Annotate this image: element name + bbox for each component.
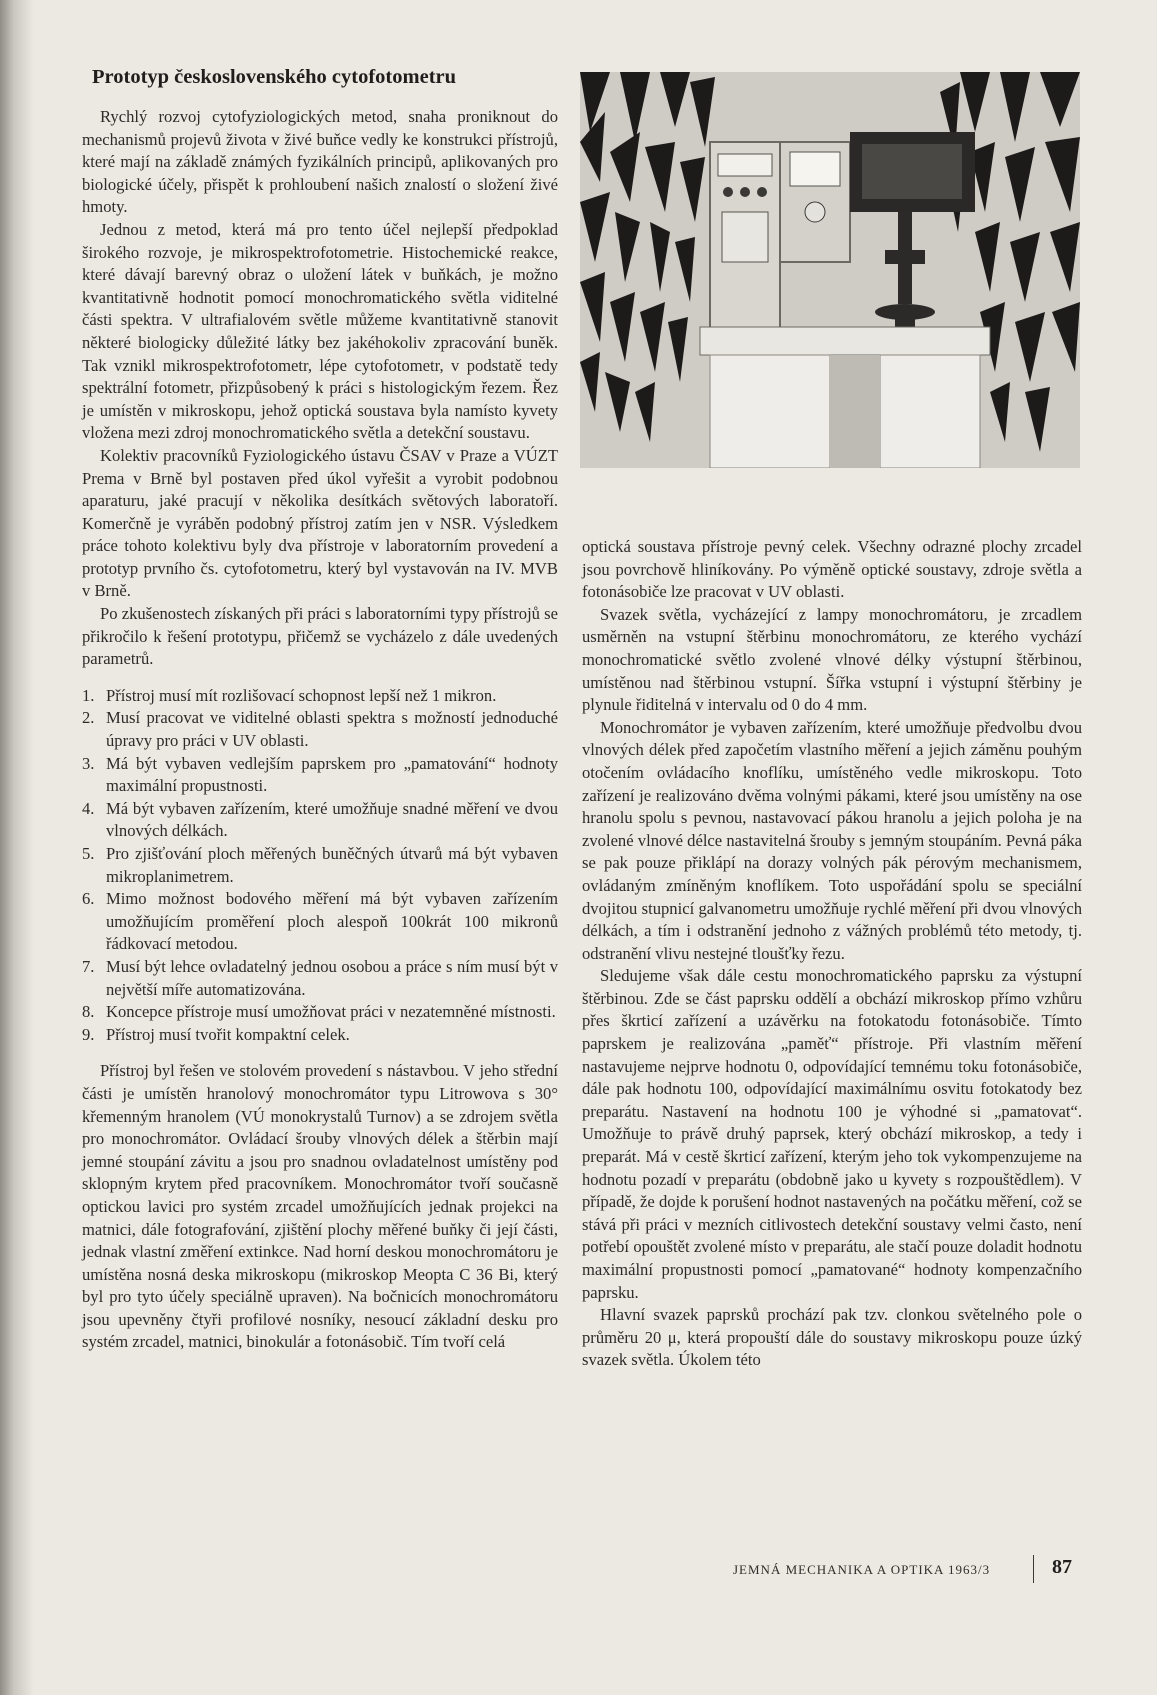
table-top — [700, 327, 990, 355]
list-text: Má být vybaven vedlejším paprskem pro „pamatování“ hodnoty maximální propustnosti. — [106, 753, 558, 796]
list-item — [82, 798, 558, 843]
list-item — [82, 685, 558, 708]
list-number: 9. — [82, 1024, 95, 1044]
list-number: 7. — [82, 956, 95, 976]
list-number: 4. — [82, 798, 95, 818]
page-number: 87 — [1052, 1556, 1072, 1578]
paragraph: Monochromátor je vybaven zařízením, které umožňuje předvolbu dvou vlnových délek před započetím vlastního měření a jejich záměnu pouhým otočením ovládacího knoflíku, umístěného vedle mikroskopu. Toto zařízení je realizováno dvěma volnými pákami, které jsou umístěny na ose hranolu spolu s pevnou, nastavovací pákou hranolu a jejich poloha je na zvolené vlnové délce nastavitelná šrouby s jemným stoupáním. Pevná páka se pak pouze přiklápí na dorazy volných pák pérovým mechanismem, ovládaným zmíněným knoflíkem. Toto uspořádání spolu se speciální dvojitou stupnicí galvanometru umožňuje rychlé měření při dvou vlnových délkách, a tím i odstranění jednoho z vážných problémů této metody, tj. odstranění vlivu nestejné tloušťky řezu. — [582, 717, 1082, 963]
list-text: Přístroj musí tvořit kompaktní celek. — [106, 1024, 350, 1044]
table-left-cabinet — [710, 355, 830, 468]
list-item — [82, 888, 558, 956]
list-text: Pro zjišťování ploch měřených buněčných útvarů má být vybaven mikroplanimetrem. — [106, 844, 558, 886]
paragraph: Přístroj byl řešen ve stolovém provedení s nástavbou. V jeho střední části je umístěn hranolový monochromátor typu Litrowova s 30° křemenným hranolem (VÚ monokrystalů Turnov) a se zdrojem světla pro monochromátor. Ovládací šrouby vlnových délek a štěrbin mají jemné stoupání závitu a jsou pro snadnou ovladatelnost umístěny pod sklopným krytem před pracovníkem. Monochromátor tvoří současně optickou lavici pro systém zrcadel umožňujících jednak projekci na matnici, dále fotografování, zjištění plochy měřené buňky či její části, jednak vlastní změření extinkce. Nad horní deskou monochromátoru je umístěna nosná deska mikroskopu (mikroskop Meopta C 36 Bi, který byl pro tyto účely speciálně upraven). Na bočnicích monochromátoru jsou upevněny čtyři profilové nosníky, nesoucí základní desku pro systém zrcadel, matnici, binokulár a fotonásobič. Tím tvoří celá — [82, 1061, 558, 1352]
paragraph: Jednou z metod, která má pro tento účel nejlepší předpoklad širokého rozvoje, je mikrospektrofotometrie. Histochemické reakce, které dávají barevný obraz o uložení látek v buňkách, je možno kvantitativně hodnotit pomocí monochromatického světla viditelné části spektra. V ultrafialovém světle můžeme kvantitativně stanovit některé biologicky důležité látky bez jakéhokoliv zpracování buněk. Tak vznikl mikrospektrofotometr, lépe cytofotometr, v podstatě tedy spektrální fotometr, přizpůsobený k práci s histologickým řezem. Řez je umístěn v mikroskopu, jehož optická soustava byla namísto kyvety vložena mezi zdroj monochromatického světla a detekční soustavu. — [82, 219, 558, 443]
list-text: Musí být lehce ovladatelný jednou osobou a práce s ním musí být v největší míře automatizována. — [106, 956, 558, 999]
table-right-cabinet — [880, 355, 980, 468]
list-item — [82, 707, 558, 752]
list-number: 5. — [82, 844, 95, 863]
list-text: Mimo možnost bodového měření má být vybaven zařízením umožňujícím proměření ploch alespoň 100krát 100 mikronů řádkovací metodou. — [106, 889, 558, 954]
paragraph: Svazek světla, vycházející z lampy monochromátoru, je zrcadlem usměrněn na vstupní štěrbinu monochromátoru, ze kterého vychází monochromatické světlo zvolené vlnové délky výstupní štěrbinou, umístěnou nad štěrbinou vstupní. Šířka vstupní i výstupní štěrbiny je plynule řiditelná v intervalu od 0 do 4 mm. — [582, 604, 1082, 715]
list-text: Musí pracovat ve viditelné oblasti spektra s možností jednoduché úpravy pro práci v UV oblasti. — [106, 708, 558, 751]
parameter-list — [82, 685, 558, 1047]
article-title: Prototyp československého cytofotometru — [92, 66, 457, 88]
paragraph: Kolektiv pracovníků Fyziologického ústavu ČSAV v Praze a VÚZT Prema v Brně byl postaven před úkol vyřešit a vyrobit podobnou aparaturu, jaké pracují v několika desítkách světových laboratoří. Komerčně je vyráběn podobný přístroj zatím jen v NSR. Výsledkem práce tohoto kolektivu byly dva přístroje v laboratorním provedení a prototyp prvního čs. cytofotometru, který byl vystavován na IV. MVB v Brně. — [82, 445, 558, 601]
page-binding-shadow — [0, 0, 34, 1695]
list-number: 2. — [82, 708, 95, 728]
list-number: 1. — [82, 685, 95, 705]
photo-illustration — [580, 72, 1080, 468]
list-item — [82, 1024, 558, 1047]
footer-divider — [1033, 1555, 1034, 1583]
right-column — [582, 536, 1082, 1372]
list-text: Koncepce přístroje musí umožňovat práci v nezatemněné místnosti. — [106, 1002, 556, 1022]
journal-footer: JEMNÁ MECHANIKA A OPTIKA 1963/3 — [733, 1562, 991, 1577]
list-item — [82, 843, 558, 888]
paragraph: Rychlý rozvoj cytofyziologických metod, snaha proniknout do mechanismů projevů života v živé buňce vedly ke konstrukci přístrojů, které mají na základě známých fyzikálních principů, aplikovaných pro biologické účely, přispět k prohloubení našich znalostí o složení živé hmoty. — [82, 107, 558, 217]
list-text: Přístroj musí mít rozlišovací schopnost lepší než 1 mikron. — [106, 685, 497, 705]
paragraph: Sledujeme však dále cestu monochromatického paprsku za výstupní štěrbinou. Zde se část paprsku oddělí a obchází mikroskop přímo vzhůru přes škrticí zařízení a uzávěrku na fotokatodu fotonásobiče. Tímto paprskem je realizována „paměť“ přístroje. Při vlastním měření nastavujeme nejprve hodnotu 0, odpovídající temnému toku fotonásobiče, dále pak hodnotu 100, odpovídající maximálnímu osvitu fotokatody bez preparátu. Nastavení na hodnotu 100 je výhodné si „pamatovat“. Umožňuje to právě druhý paprsek, který obchází mikroskop, a tedy i preparát. Má v cestě škrticí zařízení, kterým jeho tok vykompenzujeme na hodnotu pozadí v preparátu (obdobně jako u kyvety s rozpouštědlem). V případě, že dojde k porušení hodnot nastavených na počátku měření, což se stává při práci v mezních citlivostech detekční soustavy velmi často, není potřebí opouštět zvolené místo v preparátu, ale stačí pouze doladit hodnotu maximální propustnosti pomocí „pamatované“ hodnoty kompenzačního paprsku. — [582, 966, 1082, 1302]
list-text: Má být vybaven zařízením, které umožňuje snadné měření ve dvou vlnových délkách. — [106, 798, 558, 841]
left-column — [82, 106, 558, 1354]
list-number: 3. — [82, 753, 95, 773]
list-item — [82, 956, 558, 1001]
list-number: 8. — [82, 1002, 95, 1022]
list-number: 6. — [82, 889, 95, 909]
paragraph: Po zkušenostech získaných při práci s laboratorními typy přístrojů se přikročilo k řešení prototypu, přičemž se vycházelo z dále uvedených parametrů. — [82, 604, 558, 669]
paragraph: optická soustava přístroje pevný celek. Všechny odrazné plochy zrcadel jsou povrchově hliníkovány. Po výměně optické soustavy, zdroje světla a fotonásobiče lze pracovat v UV oblasti. — [582, 537, 1082, 602]
paragraph: Hlavní svazek paprsků prochází pak tzv. clonkou světelného pole o průměru 20 μ, která propouští dále do soustavy mikroskopu pouze úzký svazek světla. Úkolem této — [582, 1305, 1082, 1370]
list-item — [82, 753, 558, 798]
list-item — [82, 1001, 558, 1024]
cytofotometer-photo — [580, 72, 1080, 468]
